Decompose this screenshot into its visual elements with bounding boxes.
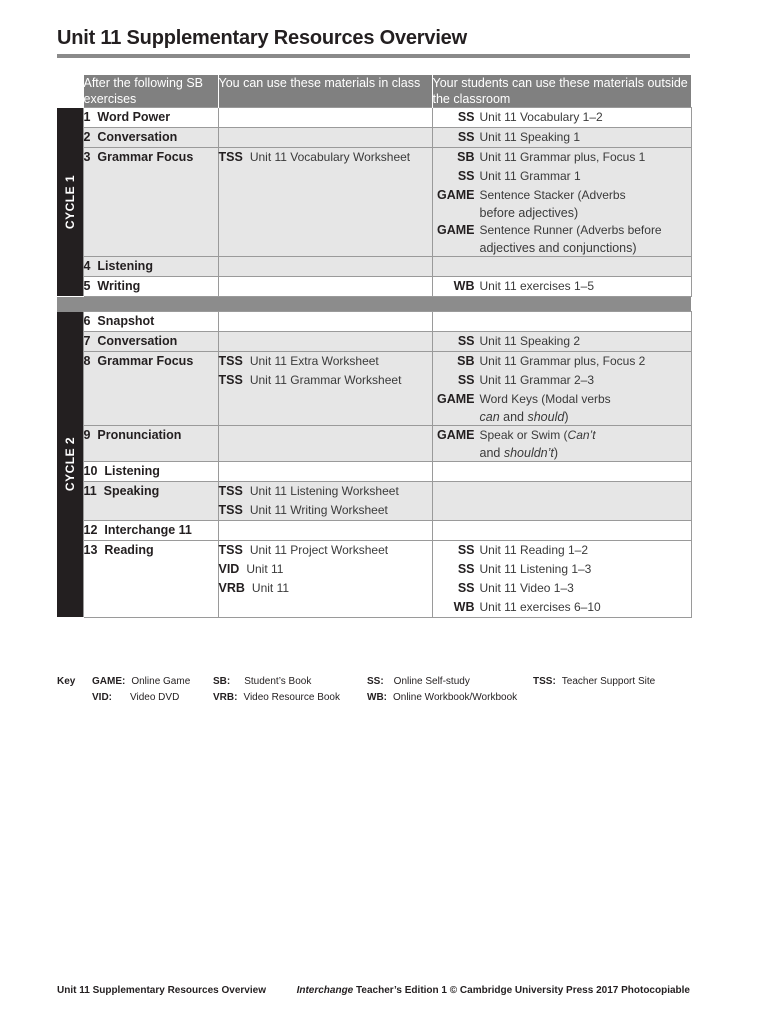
in-class-cell: [218, 148, 432, 257]
outside-class-cell: [432, 257, 691, 277]
header-exercises: After the following SB exercises: [83, 75, 218, 108]
resource-text: Unit 11 Listening 1–3: [479, 562, 592, 576]
table-row: [57, 108, 691, 128]
resource-label: TSS: [218, 354, 243, 368]
resource-text: Unit 11 Grammar 1: [479, 169, 581, 183]
in-class-cell: [218, 482, 432, 521]
resource-label: SS: [457, 562, 475, 576]
table-row: [57, 128, 691, 148]
table-row: [57, 257, 691, 277]
resource-label: TSS: [218, 150, 243, 164]
resource-text: Sentence Runner (Adverbs before: [479, 223, 662, 237]
resource-text: Sentence Stacker (Adverbs: [479, 188, 626, 202]
resource-text: Word Keys (Modal verbs: [479, 392, 611, 406]
resource-text: Unit 11: [251, 581, 290, 595]
cycle-label: CYCLE 2: [62, 437, 77, 492]
mat-entry: [219, 501, 432, 520]
resource-text: Unit 11 Speaking 1: [479, 130, 581, 144]
resource-label: SS: [457, 169, 475, 183]
exercise-cell: 3 Grammar Focus: [83, 148, 218, 257]
resource-text: Unit 11 Listening Worksheet: [249, 484, 399, 498]
in-class-cell: [218, 332, 432, 352]
key-item-vid: VID: Video DVD: [92, 692, 180, 703]
exercise-cell: 9 Pronunciation: [83, 426, 218, 462]
table-row: [57, 482, 691, 521]
resource-label: TSS: [218, 484, 243, 498]
outside-class-cell: [432, 148, 691, 257]
header-in-class: You can use these materials in class: [218, 75, 432, 108]
footer-right: Interchange Teacher’s Edition 1 © Cambridge University Press 2017 Photocopiable: [296, 985, 690, 996]
exercise-cell: 12 Interchange 11: [83, 521, 218, 541]
out-entry: [433, 108, 691, 127]
resource-label: WB: [453, 279, 475, 293]
outside-class-cell: [432, 482, 691, 521]
resource-label: SB: [457, 354, 475, 368]
resource-label: WB: [453, 600, 475, 614]
in-class-cell: [218, 108, 432, 128]
out-entry: [433, 560, 691, 579]
key-item-ss: SS: Online Self-study: [367, 676, 470, 687]
resource-text: Unit 11 Grammar Worksheet: [249, 373, 402, 387]
table-row: [57, 541, 691, 618]
out-entry: [433, 148, 691, 167]
exercise-cell: 6 Snapshot: [83, 312, 218, 332]
cycle-separator: [57, 297, 691, 312]
cycle-1-band: [57, 108, 83, 297]
resource-text: Unit 11 Grammar plus, Focus 2: [479, 354, 646, 368]
in-class-cell: [218, 257, 432, 277]
table-header-row: [57, 75, 691, 108]
outside-class-cell: [432, 108, 691, 128]
in-class-cell: [218, 352, 432, 426]
table-row: [57, 521, 691, 541]
out-entry: [433, 426, 691, 445]
exercise-cell: 11 Speaking: [83, 482, 218, 521]
key-label: Key: [57, 676, 76, 687]
table-row: [57, 462, 691, 482]
resource-text: Unit 11 Vocabulary Worksheet: [249, 150, 411, 164]
resource-text-continued: adjectives and conjunctions): [479, 241, 637, 255]
outside-class-cell: [432, 277, 691, 297]
page-title: Unit 11 Supplementary Resources Overview: [57, 27, 467, 49]
mat-entry: [219, 560, 432, 579]
resource-label: SS: [457, 581, 475, 595]
resource-label: TSS: [218, 503, 243, 517]
key-item-vrb: VRB: Video Resource Book: [213, 692, 340, 703]
outside-class-cell: [432, 541, 691, 618]
resource-text: Unit 11 Grammar 2–3: [479, 373, 594, 387]
exercise-cell: 13 Reading: [83, 541, 218, 618]
resource-text: Unit 11 Writing Worksheet: [249, 503, 388, 517]
resource-text: Unit 11 Vocabulary 1–2: [479, 110, 603, 124]
resource-label: VRB: [218, 581, 245, 595]
resource-label: GAME: [437, 223, 475, 237]
in-class-cell: [218, 277, 432, 297]
in-class-cell: [218, 426, 432, 462]
title-rule: [57, 54, 690, 58]
resource-text: Unit 11 Grammar plus, Focus 1: [479, 150, 646, 164]
out-entry: [433, 352, 691, 371]
mat-entry: [219, 579, 432, 598]
resource-text: Unit 11 exercises 1–5: [479, 279, 595, 293]
mat-entry: [219, 148, 432, 167]
resource-text: Unit 11 Speaking 2: [479, 334, 581, 348]
table-row: [57, 426, 691, 462]
mat-entry: [219, 541, 432, 560]
table-row: [57, 312, 691, 332]
resource-text: Speak or Swim (Can’t: [479, 428, 596, 442]
mat-entry: [219, 371, 432, 390]
resource-text: Unit 11: [246, 562, 284, 576]
exercise-cell: 4 Listening: [83, 257, 218, 277]
key-legend: [57, 676, 697, 708]
footer-left: Unit 11 Supplementary Resources Overview: [57, 985, 266, 996]
out-entry: [433, 277, 691, 296]
cycle-2-band: [57, 312, 83, 618]
table-row: [57, 332, 691, 352]
resource-label: TSS: [218, 543, 243, 557]
resource-text-continued: before adjectives): [479, 206, 579, 220]
outside-class-cell: [432, 128, 691, 148]
mat-entry: [219, 352, 432, 371]
in-class-cell: [218, 541, 432, 618]
resource-label: SS: [457, 130, 475, 144]
out-entry: [433, 332, 691, 351]
out-entry: [433, 579, 691, 598]
resource-label: GAME: [437, 188, 475, 202]
exercise-cell: 5 Writing: [83, 277, 218, 297]
resource-text: Unit 11 Extra Worksheet: [249, 354, 379, 368]
outside-class-cell: [432, 521, 691, 541]
key-item-wb: WB: Online Workbook/Workbook: [367, 692, 518, 703]
in-class-cell: [218, 462, 432, 482]
outside-class-cell: [432, 426, 691, 462]
resource-text-continued: can and should): [479, 410, 569, 424]
out-entry: [433, 598, 691, 617]
out-entry: [433, 221, 691, 240]
in-class-cell: [218, 312, 432, 332]
in-class-cell: [218, 521, 432, 541]
header-outside-class: Your students can use these materials outside the classroom: [432, 75, 691, 108]
resource-label: SS: [457, 543, 475, 557]
out-entry: [433, 186, 691, 205]
resource-label: SS: [457, 110, 475, 124]
table-row: [57, 148, 691, 257]
header-spacer: [57, 75, 83, 108]
exercise-cell: 7 Conversation: [83, 332, 218, 352]
resource-label: SB: [457, 150, 475, 164]
resource-text: Unit 11 exercises 6–10: [479, 600, 601, 614]
out-entry: [433, 371, 691, 390]
resource-label: TSS: [218, 373, 243, 387]
outside-class-cell: [432, 312, 691, 332]
key-item-game: GAME: Online Game: [92, 676, 191, 687]
resource-label: GAME: [437, 428, 475, 442]
key-item-tss: TSS: Teacher Support Site: [533, 676, 656, 687]
resource-label: VID: [218, 562, 240, 576]
resource-label: GAME: [437, 392, 475, 406]
cycle-label: CYCLE 1: [62, 174, 77, 229]
exercise-cell: 10 Listening: [83, 462, 218, 482]
resource-label: SS: [457, 334, 475, 348]
out-entry: [433, 167, 691, 186]
resources-table: [57, 75, 692, 618]
exercise-cell: 2 Conversation: [83, 128, 218, 148]
resource-text: Unit 11 Reading 1–2: [479, 543, 589, 557]
resource-text-continued: and shouldn’t): [479, 446, 559, 460]
table-row: [57, 277, 691, 297]
key-item-sb: SB: Student’s Book: [213, 676, 312, 687]
out-entry: [433, 128, 691, 147]
resource-text: Unit 11 Video 1–3: [479, 581, 574, 595]
resource-label: SS: [457, 373, 475, 387]
exercise-cell: 1 Word Power: [83, 108, 218, 128]
outside-class-cell: [432, 352, 691, 426]
out-entry: [433, 541, 691, 560]
in-class-cell: [218, 128, 432, 148]
outside-class-cell: [432, 332, 691, 352]
exercise-cell: 8 Grammar Focus: [83, 352, 218, 426]
table-row: [57, 352, 691, 426]
mat-entry: [219, 482, 432, 501]
resource-text: Unit 11 Project Worksheet: [249, 543, 389, 557]
outside-class-cell: [432, 462, 691, 482]
out-entry: [433, 390, 691, 409]
